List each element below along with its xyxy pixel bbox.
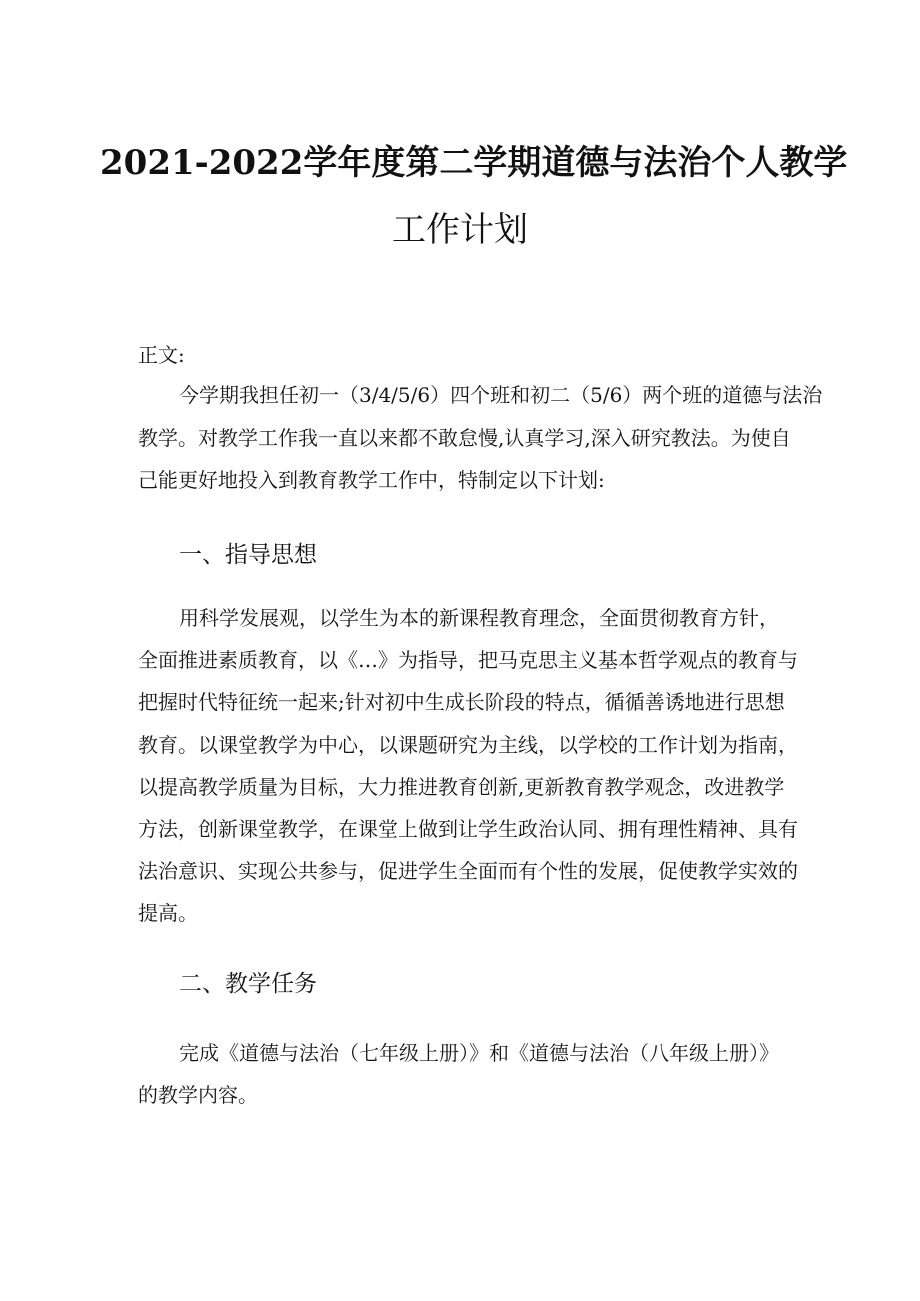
- intro-line: 今学期我担任初一（3/4/5/6）四个班和初二（5/6）两个班的道德与法治: [179, 383, 823, 407]
- body-label: 正文:: [138, 343, 185, 367]
- section1-line: 方法，创新课堂教学，在课堂上做到让学生政治认同、拥有理性精神、具有: [138, 817, 798, 841]
- document-title-line-2: 工作计划: [392, 210, 528, 250]
- intro-line: 己能更好地投入到教育教学工作中，特制定以下计划:: [138, 468, 605, 492]
- section-heading-guiding-thought: 一、指导思想: [179, 542, 317, 568]
- section1-line: 把握时代特征统一起来;针对初中生成长阶段的特点，循循善诱地进行思想: [138, 690, 785, 714]
- section1-line: 全面推进素质教育，以《…》为指导，把马克思主义基本哲学观点的教育与: [138, 648, 798, 672]
- section1-line: 用科学发展观，以学生为本的新课程教育理念，全面贯彻教育方针，: [179, 606, 779, 630]
- section1-line: 提高。: [138, 901, 198, 925]
- section1-line: 教育。以课堂教学为中心，以课题研究为主线，以学校的工作计划为指南，: [138, 733, 798, 757]
- document-title-line-1: 2021-2022学年度第二学期道德与法治个人教学: [100, 143, 848, 183]
- intro-line: 教学。对教学工作我一直以来都不敢怠慢,认真学习,深入研究教法。为使自: [138, 426, 791, 450]
- section2-line: 完成《道德与法治（七年级上册）》和《道德与法治（八年级上册）》: [179, 1041, 779, 1065]
- section1-line: 法治意识、实现公共参与，促进学生全面而有个性的发展，促使教学实效的: [138, 859, 798, 883]
- section2-line: 的教学内容。: [138, 1083, 258, 1107]
- section-heading-teaching-tasks: 二、教学任务: [179, 971, 317, 997]
- section1-line: 以提高教学质量为目标，大力推进教育创新,更新教育教学观念，改进教学: [138, 775, 785, 799]
